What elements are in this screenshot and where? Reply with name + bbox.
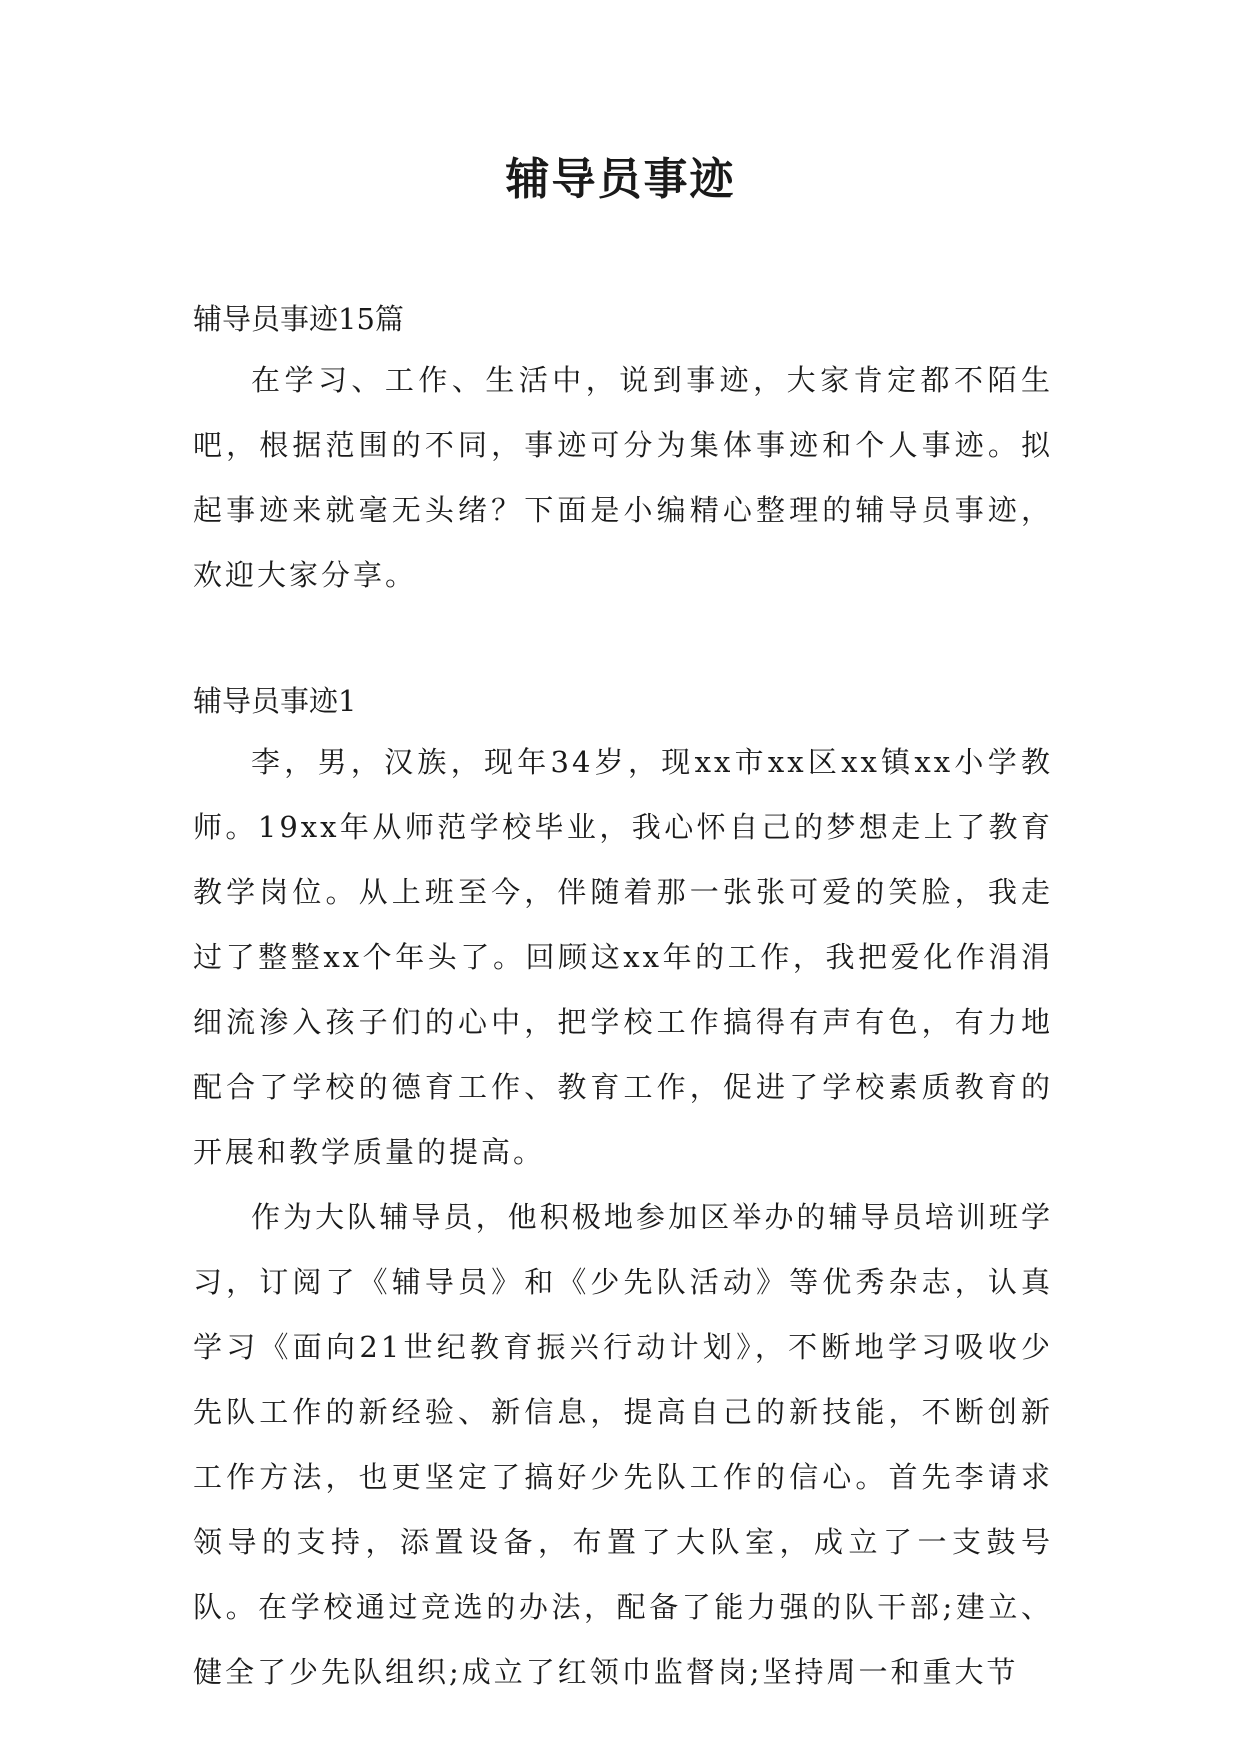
document-title: 辅导员事迹 bbox=[505, 154, 736, 205]
section-heading: 辅导员事迹1 bbox=[193, 684, 357, 718]
body-paragraph: 李，男，汉族，现年34岁，现xx市xx区xx镇xx小学教师。19xx年从师范学校毕业，我心怀自己的梦想走上了教育教学岗位。从上班至今，伴随着那一张张可爱的笑脸，我走过了整整xx个年头了。回顾这xx年的工作，我把爱化作涓涓细流渗入孩子们的心中，把学校工作搞得有声有色，有力地配合了学校的德育工作、教育工作，促进了学校素质教育的开展和教学质量的提高。 bbox=[193, 745, 1053, 1169]
document-body bbox=[193, 290, 1053, 1705]
intro-paragraph: 在学习、工作、生活中，说到事迹，大家肯定都不陌生吧，根据范围的不同，事迹可分为集体事迹和个人事迹。拟起事迹来就毫无头绪？下面是小编精心整理的辅导员事迹，欢迎大家分享。 bbox=[193, 363, 1053, 592]
body-paragraph: 作为大队辅导员，他积极地参加区举办的辅导员培训班学习，订阅了《辅导员》和《少先队活动》等优秀杂志，认真学习《面向21世纪教育振兴行动计划》，不断地学习吸收少先队工作的新经验、新信息，提高自己的新技能，不断创新工作方法，也更坚定了搞好少先队工作的信心。首先李请求领导的支持，添置设备，布置了大队室，成立了一支鼓号队。在学校通过竞选的办法，配备了能力强的队干部;建立、健全了少先队组织;成立了红领巾监督岗;坚持周一和重大节 bbox=[193, 1200, 1053, 1689]
section-spacer bbox=[193, 608, 1053, 672]
subtitle: 辅导员事迹15篇 bbox=[193, 302, 404, 336]
